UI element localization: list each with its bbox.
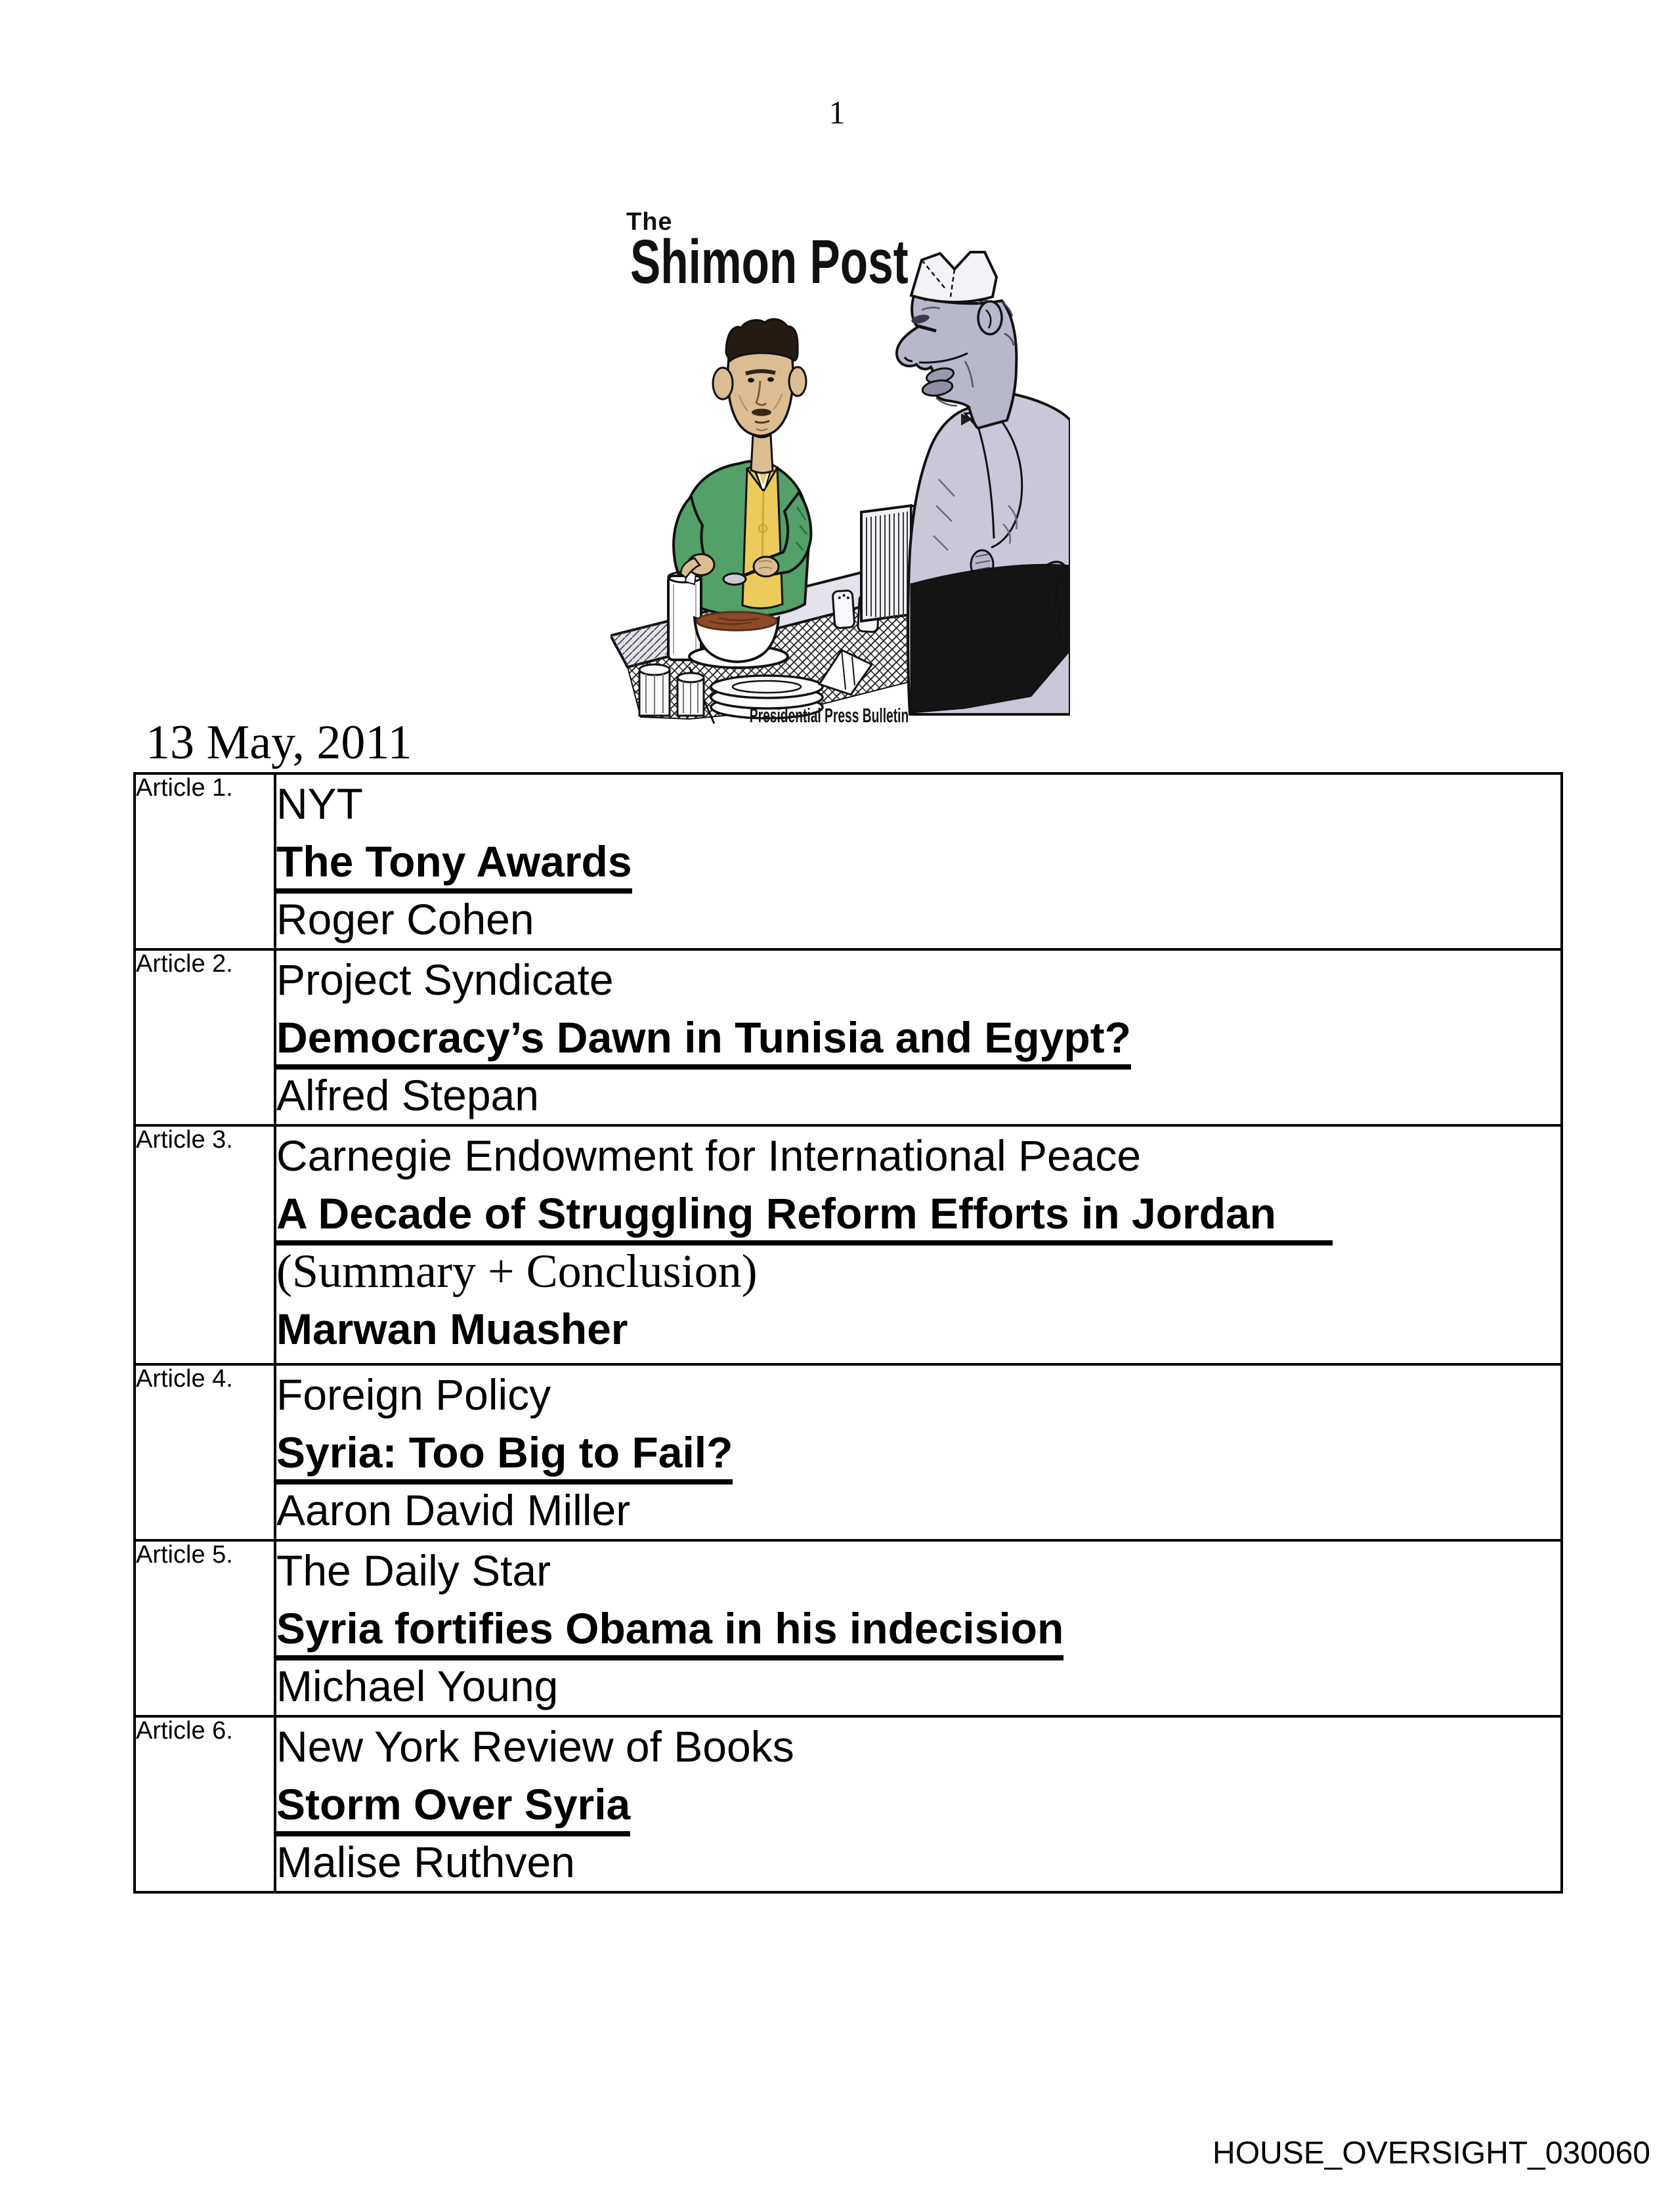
article-author: Roger Cohen bbox=[276, 895, 534, 943]
article-row bbox=[135, 1364, 1562, 1540]
article-title bbox=[276, 1008, 1560, 1066]
article-author: Aaron David Miller bbox=[276, 1486, 631, 1534]
article-title-text: Syria: Too Big to Fail? bbox=[276, 1428, 733, 1485]
article-row bbox=[135, 1716, 1562, 1892]
article-row bbox=[135, 1540, 1562, 1716]
article-source: Carnegie Endowment for International Peace bbox=[276, 1131, 1142, 1180]
bulletin-date: 13 May, 2011 bbox=[146, 716, 412, 770]
article-row bbox=[135, 1125, 1562, 1364]
article-source: Project Syndicate bbox=[276, 955, 614, 1004]
page-number: 1 bbox=[828, 94, 846, 131]
article-row bbox=[135, 773, 1562, 949]
article-label: Article 3. bbox=[135, 1125, 275, 1364]
shimon-post-cartoon-image bbox=[611, 197, 1070, 739]
article-author: Alfred Stepan bbox=[276, 1071, 539, 1119]
article-title-text: Syria fortifies Obama in his indecision bbox=[276, 1604, 1063, 1660]
article-title bbox=[276, 1775, 1560, 1833]
bates-number: HOUSE_OVERSIGHT_030060 bbox=[1213, 2136, 1650, 2171]
article-source: New York Review of Books bbox=[276, 1722, 794, 1771]
cartoon-caption: Presidential Press Bulletin bbox=[749, 705, 909, 727]
article-title-text: A Decade of Struggling Reform Efforts in Jordan bbox=[276, 1189, 1333, 1246]
article-title bbox=[276, 1184, 1560, 1242]
article-title bbox=[276, 833, 1560, 890]
article-title-text: Democracy’s Dawn in Tunisia and Egypt? bbox=[276, 1013, 1131, 1070]
masthead-title-text: Shimon Post bbox=[630, 227, 909, 297]
article-title bbox=[276, 1599, 1560, 1657]
article-label: Article 1. bbox=[135, 773, 275, 949]
article-author: Malise Ruthven bbox=[276, 1838, 575, 1886]
article-source: NYT bbox=[276, 779, 363, 828]
masthead-the-text: The bbox=[626, 208, 673, 236]
article-title-text: The Tony Awards bbox=[276, 837, 632, 894]
masthead-cartoon bbox=[611, 197, 1070, 739]
article-author: Marwan Muasher bbox=[276, 1305, 628, 1353]
waiter-figure bbox=[897, 252, 1070, 714]
article-source: The Daily Star bbox=[276, 1546, 551, 1595]
article-title-text: Storm Over Syria bbox=[276, 1780, 630, 1836]
article-label: Article 5. bbox=[135, 1540, 275, 1716]
article-author: Michael Young bbox=[276, 1662, 559, 1710]
article-label: Article 6. bbox=[135, 1716, 275, 1892]
water-glass bbox=[668, 572, 701, 660]
articles-table bbox=[133, 772, 1563, 1894]
article-extra: (Summary + Conclusion) bbox=[276, 1245, 758, 1297]
soup-bowl bbox=[689, 612, 788, 668]
article-title bbox=[276, 1423, 1560, 1481]
article-label: Article 2. bbox=[135, 949, 275, 1125]
article-source: Foreign Policy bbox=[276, 1370, 551, 1419]
article-row bbox=[135, 949, 1562, 1125]
article-label: Article 4. bbox=[135, 1364, 275, 1540]
